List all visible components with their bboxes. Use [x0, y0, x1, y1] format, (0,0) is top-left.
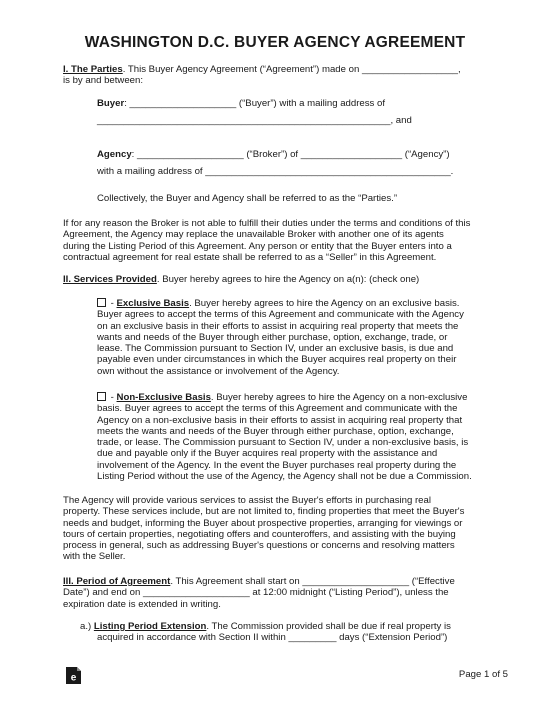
nonexclusive-line: Listing Period without the use of the Agency, the Agency shall not be due a Commission.: [97, 471, 472, 483]
exclusive-line: Buyer agrees to accept the terms of this Agreement and communicate with the Agency: [97, 309, 464, 321]
broker-line: Agreement, the Agency may replace the unavailable Broker with another one of its agents: [63, 229, 444, 241]
svg-text:e: e: [70, 672, 77, 684]
dash-separator: -: [108, 392, 117, 403]
parties-intro-text-2: is by and between:: [63, 75, 144, 87]
services-line: with the Seller.: [63, 551, 126, 563]
exclusive-line: lease. The Commission pursuant to Section IV, under an exclusive basis, is due and: [97, 343, 454, 355]
nonexclusive-line: involvement of the Agency. In the event the Buyer purchases real property during the: [97, 459, 457, 471]
document-title: WASHINGTON D.C. BUYER AGENCY AGREEMENT: [84, 34, 466, 51]
period-line-2: Date”) and end on ____________________ at 12:00 midnight (“Listing Period”), unless the: [63, 587, 449, 599]
buyer-line-1: : ____________________ (“Buyer”) with a mailing address of: [124, 98, 386, 109]
period-line-1: . This Agreement shall start on ____________________ (“Effective: [170, 576, 455, 587]
services-heading: II. Services Provided: [63, 274, 157, 285]
parties-intro: [63, 64, 488, 87]
extension-line-1: . The Commission provided shall be due if real property is: [206, 621, 451, 632]
agency-line-2: with a mailing address of ______________________________________________.: [97, 166, 454, 178]
extension-line-2: acquired in accordance with Section II within _________ days (“Extension Period”): [97, 632, 448, 644]
nonexclusive-line: due and payable only if the Buyer acquires real property with the assistance and: [97, 448, 438, 460]
nonexclusive-checkbox[interactable]: [97, 392, 106, 401]
extension-prefix: a.): [80, 621, 92, 632]
nonexclusive-line: basis. Buyer agrees to accept the terms of this Agreement and communicate with the: [97, 403, 458, 415]
buyer-block: [97, 98, 492, 127]
buyer-line-2: _______________________________________________________, and: [97, 115, 412, 127]
exclusive-line: payable even under circumstances in which the Buyer acquires real property on their: [97, 354, 457, 366]
parties-collectively: Collectively, the Buyer and Agency shall be referred to as the “Parties.”: [97, 193, 398, 204]
parties-heading: I. The Parties: [63, 64, 123, 75]
exclusive-label: Exclusive Basis: [116, 298, 190, 309]
exclusive-first-line: . Buyer hereby agrees to hire the Agency on an exclusive basis.: [189, 298, 460, 309]
agency-block: [97, 149, 492, 178]
nonexclusive-line: trade, or lease. The Commission pursuant to Section IV, under a non-exclusive basis, is: [97, 437, 469, 449]
dash-separator: -: [108, 298, 117, 309]
exclusive-checkbox[interactable]: [97, 298, 106, 307]
services-line: needs and budget, informing the Buyer about prospective properties, arranging for viewings or: [63, 517, 463, 529]
exclusive-line: on an exclusive basis in their efforts to assist in acquiring real property that meets the: [97, 320, 459, 332]
nonexclusive-line: meets the wants and needs of the Buyer through either purchase, option, exchange,: [97, 425, 454, 437]
exclusive-option: [97, 298, 492, 377]
nonexclusive-label: Non-Exclusive Basis: [116, 392, 211, 403]
agency-label: Agency: [97, 149, 132, 160]
services-line: The Agency will provide various services to assist the Buyer's efforts in purchasing real: [63, 495, 431, 506]
exclusive-line: wants and needs of the Buyer through either purchase, option, exchange, trade, or: [97, 331, 448, 343]
exclusive-line: own without the assistance or involvement of the Agency.: [97, 365, 340, 377]
broker-paragraph: [63, 218, 488, 263]
services-intro: [63, 274, 488, 285]
services-paragraph: [63, 495, 488, 563]
nonexclusive-first-line: . Buyer hereby agrees to hire the Agency on a non-exclusive: [210, 392, 468, 403]
broker-line: during the Listing Period of this Agreement. Any person or entity that the Buyer enters into a: [63, 240, 452, 252]
page-number: Page 1 of 5: [458, 669, 508, 680]
broker-line: If for any reason the Broker is not able to fulfill their duties under the terms and conditions of this: [63, 218, 471, 229]
nonexclusive-line: Agency on a non-exclusive basis in their efforts to assist in acquiring real property that: [97, 414, 463, 426]
period-line-3: expiration date is extended in writing.: [63, 598, 221, 610]
period-paragraph: [63, 576, 488, 610]
eforms-logo-icon: [66, 667, 81, 684]
nonexclusive-option: [97, 392, 492, 482]
buyer-label: Buyer: [97, 98, 125, 109]
extension-label: Listing Period Extension: [93, 621, 207, 632]
period-heading: III. Period of Agreement: [63, 576, 171, 587]
parties-intro-text: . This Buyer Agency Agreement (“Agreement”) made on __________________,: [122, 64, 461, 75]
services-intro-text: . Buyer hereby agrees to hire the Agency on a(n): (check one): [156, 274, 420, 285]
services-line: tours of certain properties, negotiating offers and counteroffers, and assisting with the buying: [63, 528, 456, 540]
extension-clause: [80, 621, 490, 644]
agency-line-1: : ____________________ (“Broker”) of ___________________ (“Agency”): [131, 149, 450, 160]
services-line: process in general, such as addressing Buyer's questions or concerns and resolving matters: [63, 540, 455, 552]
services-line: property. These services include, but are not limited to, finding properties that meet the Buyer's: [63, 506, 465, 518]
broker-line: contractual agreement for real estate shall be referred to as a “Seller” in this Agreement.: [63, 251, 437, 263]
